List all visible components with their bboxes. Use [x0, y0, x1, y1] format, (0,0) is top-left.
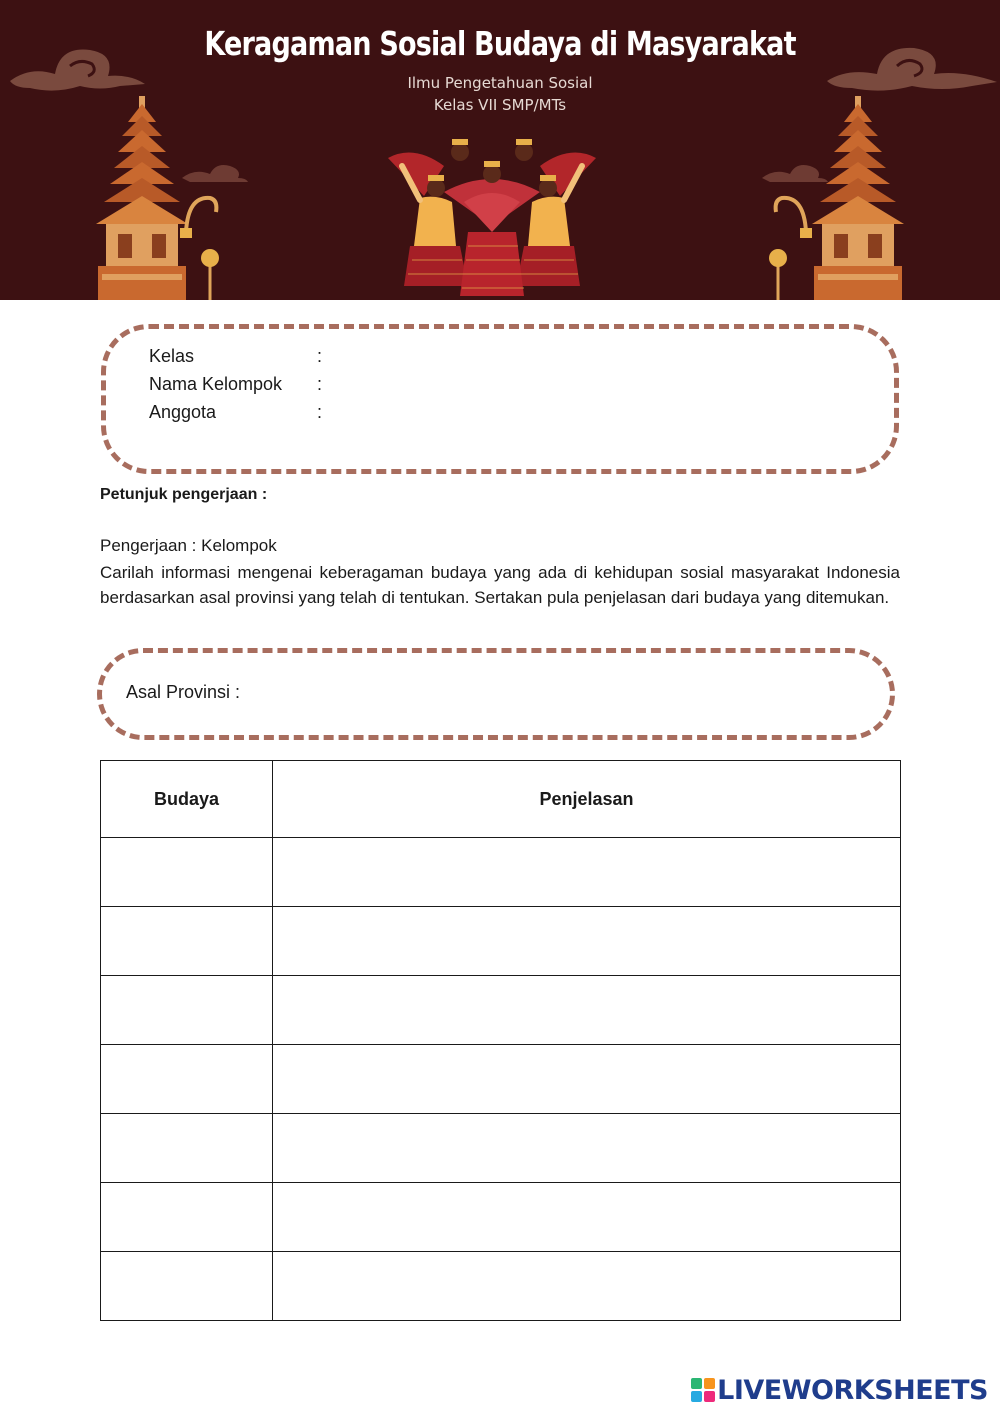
header-banner [0, 0, 1000, 300]
header-budaya: Budaya [101, 761, 273, 838]
field-kelas-label: Kelas [149, 346, 195, 366]
field-anggota-label: Anggota [149, 402, 217, 422]
field-kelas[interactable] [149, 346, 322, 367]
budaya-cell[interactable] [101, 838, 273, 907]
field-anggota[interactable] [149, 402, 322, 423]
field-nama-kelompok-label: Nama Kelompok [149, 374, 283, 394]
penjelasan-cell[interactable] [273, 976, 901, 1045]
field-nama-kelompok[interactable] [149, 374, 322, 395]
table-row [101, 838, 901, 907]
liveworksheets-logo-icon [691, 1378, 715, 1402]
liveworksheets-logo [691, 1374, 988, 1406]
table-row [101, 1045, 901, 1114]
brand-name: LIVEWORKSHEETS [717, 1374, 988, 1406]
budaya-cell[interactable] [101, 907, 273, 976]
table-row [101, 907, 901, 976]
penjelasan-cell[interactable] [273, 838, 901, 907]
budaya-cell[interactable] [101, 976, 273, 1045]
culture-table [100, 760, 901, 1321]
grade-subtitle: Kelas VII SMP/MTs [433, 96, 567, 114]
identity-box [101, 324, 899, 474]
table-row [101, 1114, 901, 1183]
penjor-ornament-left [176, 192, 220, 300]
budaya-cell[interactable] [101, 1183, 273, 1252]
budaya-cell[interactable] [101, 1045, 273, 1114]
subject-subtitle: Ilmu Pengetahuan Sosial [407, 74, 593, 92]
penjelasan-cell[interactable] [273, 1252, 901, 1321]
instructions-body: Carilah informasi mengenai keberagaman budaya yang ada di kehidupan sosial masyarakat Indonesia berdasarkan asal provinsi yang telah di tentukan. Sertakan pula penjelasan dari budaya yang ditemukan. [100, 563, 900, 607]
field-anggota-separator: : [317, 402, 323, 422]
budaya-cell[interactable] [101, 1114, 273, 1183]
page-title: Keragaman Sosial Budaya di Masyarakat [204, 24, 796, 63]
field-nama-kelompok-separator: : [317, 374, 323, 394]
dancers-illustration [384, 136, 600, 300]
penjelasan-cell[interactable] [273, 1045, 901, 1114]
penjor-ornament-right [766, 192, 816, 300]
table-row [101, 1183, 901, 1252]
table-row [101, 1252, 901, 1321]
penjelasan-cell[interactable] [273, 1114, 901, 1183]
instructions-title: Petunjuk pengerjaan : [100, 486, 268, 503]
table-header-row [101, 761, 901, 838]
temple-illustration-right [808, 96, 908, 300]
budaya-cell[interactable] [101, 1252, 273, 1321]
province-label: Asal Provinsi : [126, 682, 241, 702]
penjelasan-cell[interactable] [273, 1183, 901, 1252]
header-penjelasan: Penjelasan [273, 761, 901, 838]
instructions-mode: Pengerjaan : Kelompok [100, 536, 277, 555]
penjelasan-cell[interactable] [273, 907, 901, 976]
table-row [101, 976, 901, 1045]
province-box[interactable] [97, 648, 895, 740]
field-kelas-separator: : [317, 346, 323, 366]
